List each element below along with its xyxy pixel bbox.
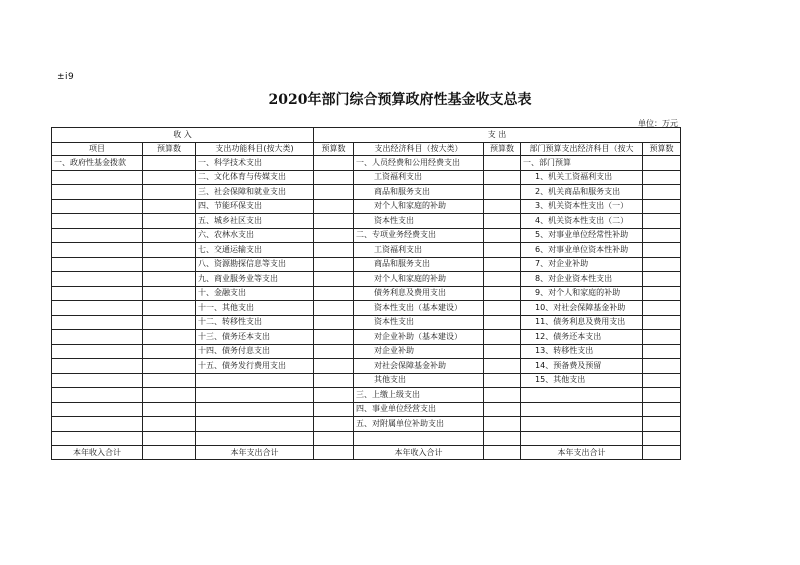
- total-item: 本年收入合计: [52, 446, 143, 460]
- table-row: [52, 359, 681, 374]
- budget-table: [51, 127, 681, 460]
- cell-economic-subject: 对个人和家庭的补助: [354, 272, 484, 287]
- cell-budget-1: [143, 170, 196, 185]
- cell-budget-3: [484, 286, 521, 301]
- cell-budget-2: [314, 373, 354, 388]
- cell-function-subject: 四、节能环保支出: [196, 199, 314, 214]
- cell-item: [52, 272, 143, 287]
- cell-function-subject: 八、资源勘探信息等支出: [196, 257, 314, 272]
- cell-budget-3: [484, 344, 521, 359]
- cell-budget-4: [643, 257, 681, 272]
- cell-economic-subject: [354, 431, 484, 446]
- table-row: [52, 272, 681, 287]
- cell-item: [52, 257, 143, 272]
- cell-dept-economic-subject: 2、机关商品和服务支出: [521, 185, 643, 200]
- table-row: [52, 344, 681, 359]
- cell-budget-2: [314, 170, 354, 185]
- table-row: [52, 243, 681, 258]
- cell-budget-1: [143, 214, 196, 229]
- cell-budget-1: [143, 359, 196, 374]
- cell-function-subject: [196, 388, 314, 403]
- cell-function-subject: 三、社会保障和就业支出: [196, 185, 314, 200]
- cell-item: [52, 185, 143, 200]
- cell-budget-3: [484, 272, 521, 287]
- cell-economic-subject: 资本性支出: [354, 214, 484, 229]
- cell-budget-3: [484, 359, 521, 374]
- cell-dept-economic-subject: 4、机关资本性支出（二）: [521, 214, 643, 229]
- column-header-item: 项目: [52, 143, 143, 156]
- cell-item: [52, 388, 143, 403]
- total-budget-2: [314, 446, 354, 460]
- cell-budget-2: [314, 402, 354, 417]
- cell-dept-economic-subject: 9、对个人和家庭的补助: [521, 286, 643, 301]
- cell-budget-4: [643, 156, 681, 171]
- cell-budget-3: [484, 243, 521, 258]
- cell-budget-1: [143, 199, 196, 214]
- cell-item: [52, 214, 143, 229]
- table-row: [52, 286, 681, 301]
- cell-budget-2: [314, 156, 354, 171]
- page-tag: ±i9: [57, 72, 75, 82]
- cell-function-subject: 七、交通运输支出: [196, 243, 314, 258]
- cell-item: [52, 330, 143, 345]
- total-row: [52, 446, 681, 460]
- column-header-dept-economic-subject: 部门预算支出经济科目（按大: [521, 143, 643, 156]
- cell-function-subject: 五、城乡社区支出: [196, 214, 314, 229]
- cell-budget-1: [143, 330, 196, 345]
- cell-budget-2: [314, 417, 354, 432]
- cell-budget-2: [314, 272, 354, 287]
- cell-budget-1: [143, 185, 196, 200]
- cell-item: [52, 199, 143, 214]
- cell-budget-4: [643, 359, 681, 374]
- cell-economic-subject: 一、人员经费和公用经费支出: [354, 156, 484, 171]
- cell-economic-subject: 五、对附属单位补助支出: [354, 417, 484, 432]
- cell-budget-4: [643, 417, 681, 432]
- cell-budget-1: [143, 272, 196, 287]
- cell-dept-economic-subject: 8、对企业资本性支出: [521, 272, 643, 287]
- cell-item: [52, 344, 143, 359]
- cell-budget-3: [484, 214, 521, 229]
- cell-budget-3: [484, 185, 521, 200]
- cell-economic-subject: 工资福利支出: [354, 243, 484, 258]
- cell-economic-subject: 四、事业单位经营支出: [354, 402, 484, 417]
- cell-budget-2: [314, 431, 354, 446]
- cell-function-subject: [196, 431, 314, 446]
- cell-economic-subject: 二、专项业务经费支出: [354, 228, 484, 243]
- cell-function-subject: 一、科学技术支出: [196, 156, 314, 171]
- cell-budget-4: [643, 214, 681, 229]
- cell-budget-4: [643, 373, 681, 388]
- cell-budget-3: [484, 199, 521, 214]
- cell-dept-economic-subject: 5、对事业单位经常性补助: [521, 228, 643, 243]
- cell-function-subject: 十三、债务还本支出: [196, 330, 314, 345]
- cell-economic-subject: 三、上缴上级支出: [354, 388, 484, 403]
- cell-economic-subject: 对社会保障基金补助: [354, 359, 484, 374]
- cell-function-subject: [196, 402, 314, 417]
- cell-budget-3: [484, 315, 521, 330]
- cell-item: [52, 301, 143, 316]
- cell-function-subject: 六、农林水支出: [196, 228, 314, 243]
- cell-budget-2: [314, 243, 354, 258]
- cell-dept-economic-subject: 7、对企业补助: [521, 257, 643, 272]
- page-title: 2020年部门综合预算政府性基金收支总表: [268, 92, 532, 108]
- cell-budget-2: [314, 185, 354, 200]
- cell-item: [52, 417, 143, 432]
- cell-economic-subject: 资本性支出: [354, 315, 484, 330]
- cell-budget-1: [143, 286, 196, 301]
- cell-item: [52, 315, 143, 330]
- total-function-subject: 本年支出合计: [196, 446, 314, 460]
- cell-dept-economic-subject: 1、机关工资福利支出: [521, 170, 643, 185]
- cell-budget-3: [484, 373, 521, 388]
- cell-economic-subject: 商品和服务支出: [354, 257, 484, 272]
- cell-item: [52, 228, 143, 243]
- table-row: [52, 156, 681, 171]
- table-row: [52, 214, 681, 229]
- cell-budget-3: [484, 257, 521, 272]
- cell-dept-economic-subject: 3、机关资本性支出（一）: [521, 199, 643, 214]
- cell-item: [52, 359, 143, 374]
- cell-budget-2: [314, 228, 354, 243]
- table-row: [52, 417, 681, 432]
- total-dept-economic-subject: 本年支出合计: [521, 446, 643, 460]
- cell-economic-subject: 商品和服务支出: [354, 185, 484, 200]
- cell-dept-economic-subject: 14、预备费及预留: [521, 359, 643, 374]
- column-header-function-subject: 支出功能科目(按大类): [196, 143, 314, 156]
- column-header-budget-4: 预算数: [643, 143, 681, 156]
- cell-budget-4: [643, 344, 681, 359]
- cell-function-subject: 十、金融支出: [196, 286, 314, 301]
- total-budget-3: [484, 446, 521, 460]
- cell-function-subject: 十四、债务付息支出: [196, 344, 314, 359]
- cell-item: [52, 431, 143, 446]
- cell-dept-economic-subject: [521, 402, 643, 417]
- cell-budget-1: [143, 431, 196, 446]
- cell-function-subject: 二、文化体育与传媒支出: [196, 170, 314, 185]
- income-header: 收 入: [52, 128, 314, 143]
- cell-budget-4: [643, 199, 681, 214]
- cell-dept-economic-subject: [521, 431, 643, 446]
- total-budget-1: [143, 446, 196, 460]
- cell-budget-4: [643, 286, 681, 301]
- cell-budget-4: [643, 272, 681, 287]
- cell-economic-subject: 其他支出: [354, 373, 484, 388]
- cell-item: 一、政府性基金拨款: [52, 156, 143, 171]
- cell-dept-economic-subject: 13、转移性支出: [521, 344, 643, 359]
- cell-budget-4: [643, 185, 681, 200]
- cell-function-subject: 十一、其他支出: [196, 301, 314, 316]
- table-row: [52, 301, 681, 316]
- cell-function-subject: 十五、债务发行费用支出: [196, 359, 314, 374]
- cell-budget-3: [484, 402, 521, 417]
- cell-item: [52, 170, 143, 185]
- cell-economic-subject: 资本性支出（基本建设）: [354, 301, 484, 316]
- cell-economic-subject: 对企业补助: [354, 344, 484, 359]
- cell-budget-4: [643, 431, 681, 446]
- cell-dept-economic-subject: [521, 388, 643, 403]
- total-economic-subject: 本年收入合计: [354, 446, 484, 460]
- table-row: [52, 257, 681, 272]
- cell-budget-2: [314, 199, 354, 214]
- cell-budget-3: [484, 330, 521, 345]
- cell-budget-4: [643, 228, 681, 243]
- cell-budget-1: [143, 257, 196, 272]
- cell-budget-2: [314, 344, 354, 359]
- cell-function-subject: 十二、转移性支出: [196, 315, 314, 330]
- cell-budget-3: [484, 417, 521, 432]
- table-row: [52, 330, 681, 345]
- cell-budget-4: [643, 301, 681, 316]
- cell-budget-4: [643, 402, 681, 417]
- cell-item: [52, 373, 143, 388]
- cell-economic-subject: 对企业补助（基本建设）: [354, 330, 484, 345]
- cell-budget-3: [484, 228, 521, 243]
- column-header-budget-1: 预算数: [143, 143, 196, 156]
- cell-budget-4: [643, 170, 681, 185]
- cell-economic-subject: 工资福利支出: [354, 170, 484, 185]
- unit-label: 单位：万元: [638, 119, 678, 128]
- cell-function-subject: [196, 373, 314, 388]
- cell-budget-3: [484, 156, 521, 171]
- column-header-budget-2: 预算数: [314, 143, 354, 156]
- table-row: [52, 315, 681, 330]
- cell-budget-2: [314, 301, 354, 316]
- cell-budget-4: [643, 315, 681, 330]
- table-row: [52, 388, 681, 403]
- cell-budget-1: [143, 344, 196, 359]
- table-row: [52, 170, 681, 185]
- cell-budget-1: [143, 243, 196, 258]
- cell-budget-1: [143, 156, 196, 171]
- cell-dept-economic-subject: 12、债务还本支出: [521, 330, 643, 345]
- cell-budget-3: [484, 388, 521, 403]
- table-row: [52, 185, 681, 200]
- cell-dept-economic-subject: [521, 417, 643, 432]
- cell-item: [52, 286, 143, 301]
- total-budget-4: [643, 446, 681, 460]
- cell-function-subject: [196, 417, 314, 432]
- cell-budget-1: [143, 402, 196, 417]
- table-row: [52, 431, 681, 446]
- cell-dept-economic-subject: 10、对社会保障基金补助: [521, 301, 643, 316]
- cell-budget-2: [314, 315, 354, 330]
- cell-item: [52, 402, 143, 417]
- cell-budget-3: [484, 301, 521, 316]
- cell-budget-1: [143, 417, 196, 432]
- table-row: [52, 228, 681, 243]
- cell-budget-4: [643, 330, 681, 345]
- cell-economic-subject: 对个人和家庭的补助: [354, 199, 484, 214]
- expense-header: 支 出: [314, 128, 681, 143]
- column-header-economic-subject: 支出经济科目（按大类）: [354, 143, 484, 156]
- cell-budget-1: [143, 301, 196, 316]
- cell-budget-1: [143, 228, 196, 243]
- cell-budget-2: [314, 286, 354, 301]
- header-row-sub: [52, 143, 681, 156]
- cell-budget-2: [314, 330, 354, 345]
- cell-dept-economic-subject: 一、部门预算: [521, 156, 643, 171]
- table-row: [52, 373, 681, 388]
- cell-budget-2: [314, 388, 354, 403]
- cell-budget-4: [643, 243, 681, 258]
- column-header-budget-3: 预算数: [484, 143, 521, 156]
- cell-function-subject: 九、商业服务业等支出: [196, 272, 314, 287]
- cell-budget-1: [143, 315, 196, 330]
- cell-budget-3: [484, 431, 521, 446]
- cell-item: [52, 243, 143, 258]
- cell-dept-economic-subject: 6、对事业单位资本性补助: [521, 243, 643, 258]
- cell-budget-1: [143, 388, 196, 403]
- header-row-top: [52, 128, 681, 143]
- cell-economic-subject: 债务利息及费用支出: [354, 286, 484, 301]
- cell-budget-2: [314, 214, 354, 229]
- table-row: [52, 402, 681, 417]
- cell-budget-3: [484, 170, 521, 185]
- cell-budget-2: [314, 359, 354, 374]
- cell-budget-2: [314, 257, 354, 272]
- cell-budget-1: [143, 373, 196, 388]
- cell-budget-4: [643, 388, 681, 403]
- cell-dept-economic-subject: 15、其他支出: [521, 373, 643, 388]
- cell-dept-economic-subject: 11、债务利息及费用支出: [521, 315, 643, 330]
- table-row: [52, 199, 681, 214]
